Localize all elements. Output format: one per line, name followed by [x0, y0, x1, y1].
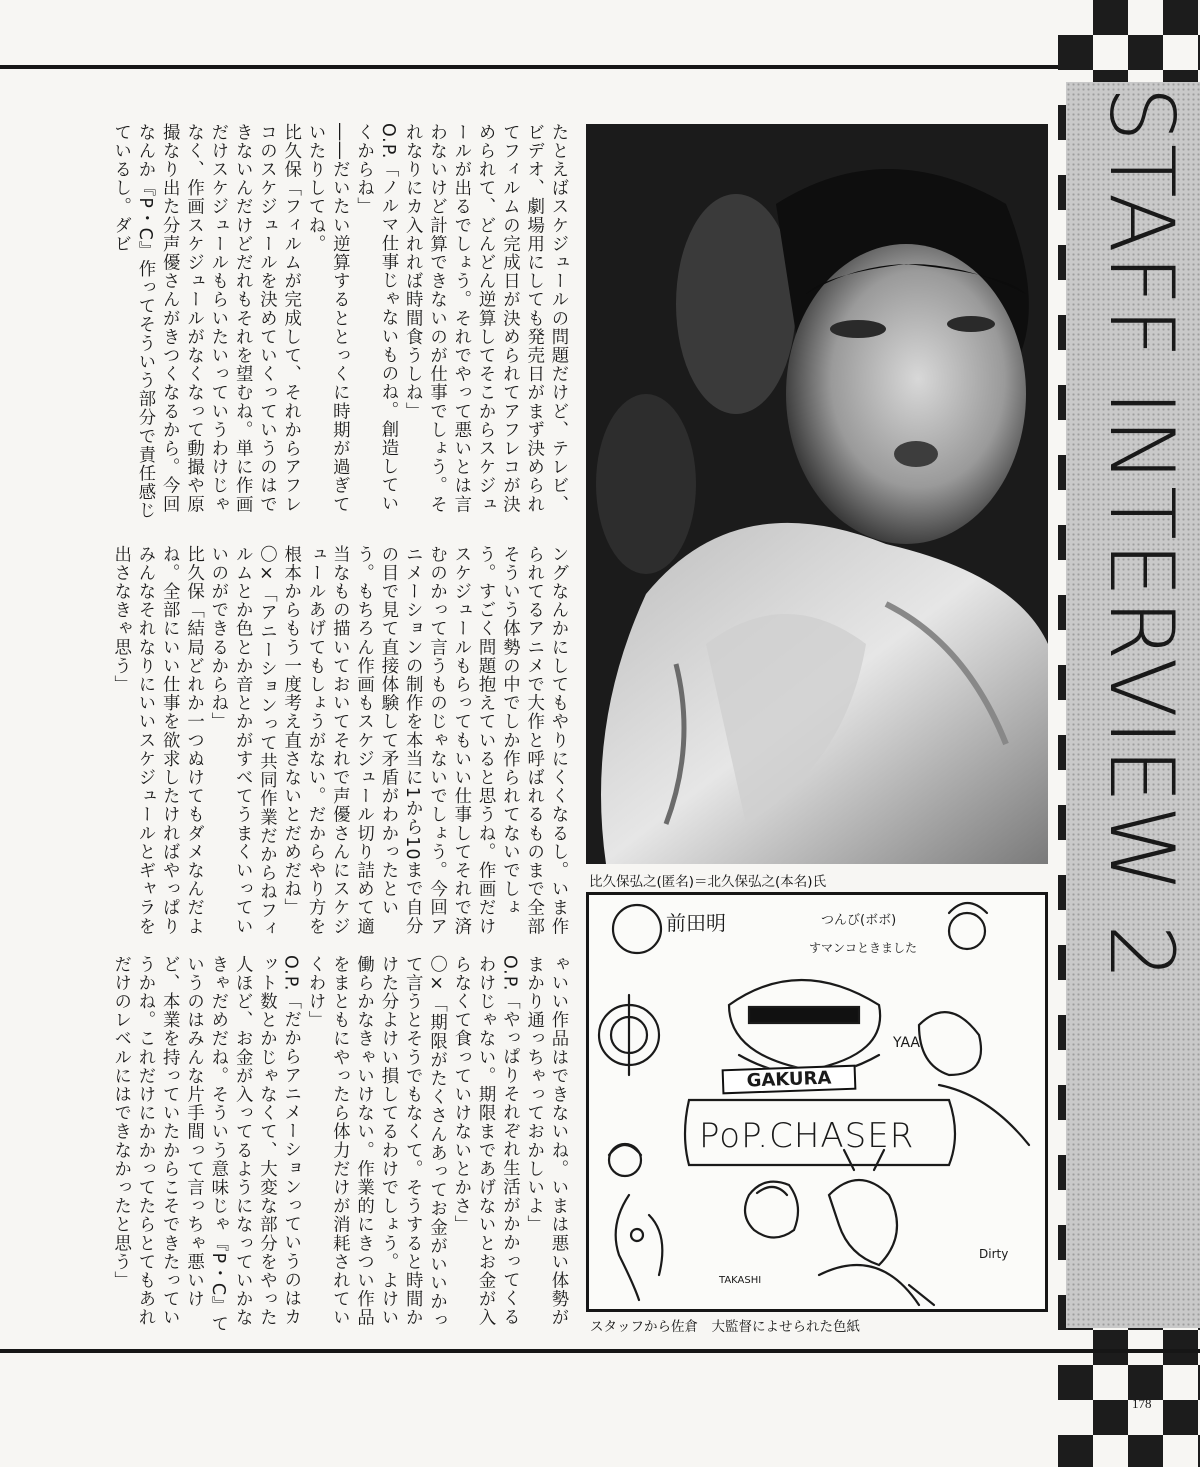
bottom-rule [0, 1349, 1200, 1353]
article-paragraph: 比久保「結局どれか一つぬけてもダメなんだよね。全部にいい仕事を欲求したければやっぱりみんなそれなりにいいスケジュールとギャラを出さなきゃ思う」 [110, 545, 204, 936]
portrait-photo [586, 124, 1048, 864]
article-paragraph: ングなんかにしてもやりにくくなるし。いま作られてるアニメで大作と呼ばれるものまで全部そういう体勢の中でしか作られてないでしょう。すごく問題抱えていると思うね。作画だけスケジュールもらってもいい仕事してそれで済むのかって言うものじゃないでしょう。今回アニメーションの制作を本当に1から10まで自分の目で見て直接体験して矛盾がわかったという。もちろん作画もスケジュール切り詰めて適当なもの描いておいてそれで声優さんにスケジュールあげてもしょうがない。だからやり方を根本からもう一度考え直さないとだめだね」 [280, 545, 568, 936]
yaa-autograph: YAA [893, 1035, 921, 1051]
article-paragraph: ――だいたい逆算するととっくに時期が過ぎていたりしてね。 [305, 123, 350, 514]
article-paragraph: O.P.「だからアニメーションっていうのはカット数とかじゃなくて、大変な部分をやった人ほど、お金が入ってるようになっていかなきゃだめだね。そういう意味じゃ『P・C』ていうのはみんな片手間って言っちゃ悪いけど、本業を持っていたからこそできたっていうかね。これだけにかかってたらとてもあれだけのレベルにはできなかったと思う」 [110, 955, 301, 1334]
photo-caption: 比久保弘之(匿名)＝北久保弘之(本名)氏 [589, 874, 827, 890]
article-paragraph: 〇×「アニーションって共同作業だからねフィルムとか色とか音とかがすべてうまくいっていいのができるからね」 [207, 545, 277, 939]
article-paragraph: O.P.「やっぱりそれぞれ生活がかかってくるわけじゃない。期限まであげないとお金が入らなくて食っていけないとかさ」 [450, 955, 520, 1327]
article-column-top-left [50, 123, 570, 526]
article-paragraph: 比久保「フィルムが完成して、それからアフレコのスケジュールを決めていくっていうのはできないんだけどだれもそれを望むね。単に作画だけスケジュールもらいたいっていうわけじゃなく、作画スケジュールがなくなって動撮や原撮なり出た分声優さんがきつくなるから。今回なんか『P・C』作ってそういう部分で責任感じているし。ダビ [110, 123, 301, 521]
takashi-autograph: TAKASHI [719, 1275, 762, 1286]
maeda-autograph: 前田明 [666, 911, 726, 935]
side-title: STAFF INTERVIEW 2 [1090, 86, 1193, 983]
dirty-autograph: Dirty [979, 1247, 1009, 1261]
sketch-illustration [589, 895, 1045, 1309]
article-column-bottom [50, 955, 570, 1338]
gakura-label: GAKURA [722, 1065, 857, 1095]
sumanai-autograph: すマンコときました [809, 941, 918, 955]
top-rule [0, 65, 1060, 69]
page-number: 178 [1132, 1396, 1152, 1411]
article-column-middle-left [50, 545, 570, 940]
signed-board [586, 892, 1048, 1312]
article-paragraph: ゃいい作品はできないね。いまは悪い体勢がまかり通っちゃっておかしいよ」 [523, 955, 568, 1327]
article-paragraph: O.P.「ノルマ仕事じゃないものね。創造していくからね」 [353, 123, 398, 514]
article-paragraph: 〇×「期限がたくさんあってお金がいいかって言うとそうでもなくて。そうすると時間かけた分よけい損してるわけでしょう。よけい働らかなきゃいけない。作業的にきつい作品をまともにやったら体力だけが消耗されていくわけ」 [305, 955, 447, 1330]
board-caption: スタッフから佐倉 大監督によせられた色紙 [590, 1319, 860, 1335]
article-paragraph: たとえばスケジュールの問題だけど、テレビ、ビデオ、劇場用にしても発売日がまず決められてフィルムの完成日が決められてアフレコが決められて、どんどん逆算してそこからスケジュールが出るでしょう。それでやって悪いとは言わないけど計算できないのが仕事でしょう。それなりにカ入れれば時間食うしね」 [402, 123, 568, 514]
popchaser-logo: PoP.CHASER [699, 1116, 915, 1156]
tsunbi-autograph: つんび(ボボ) [821, 913, 897, 928]
